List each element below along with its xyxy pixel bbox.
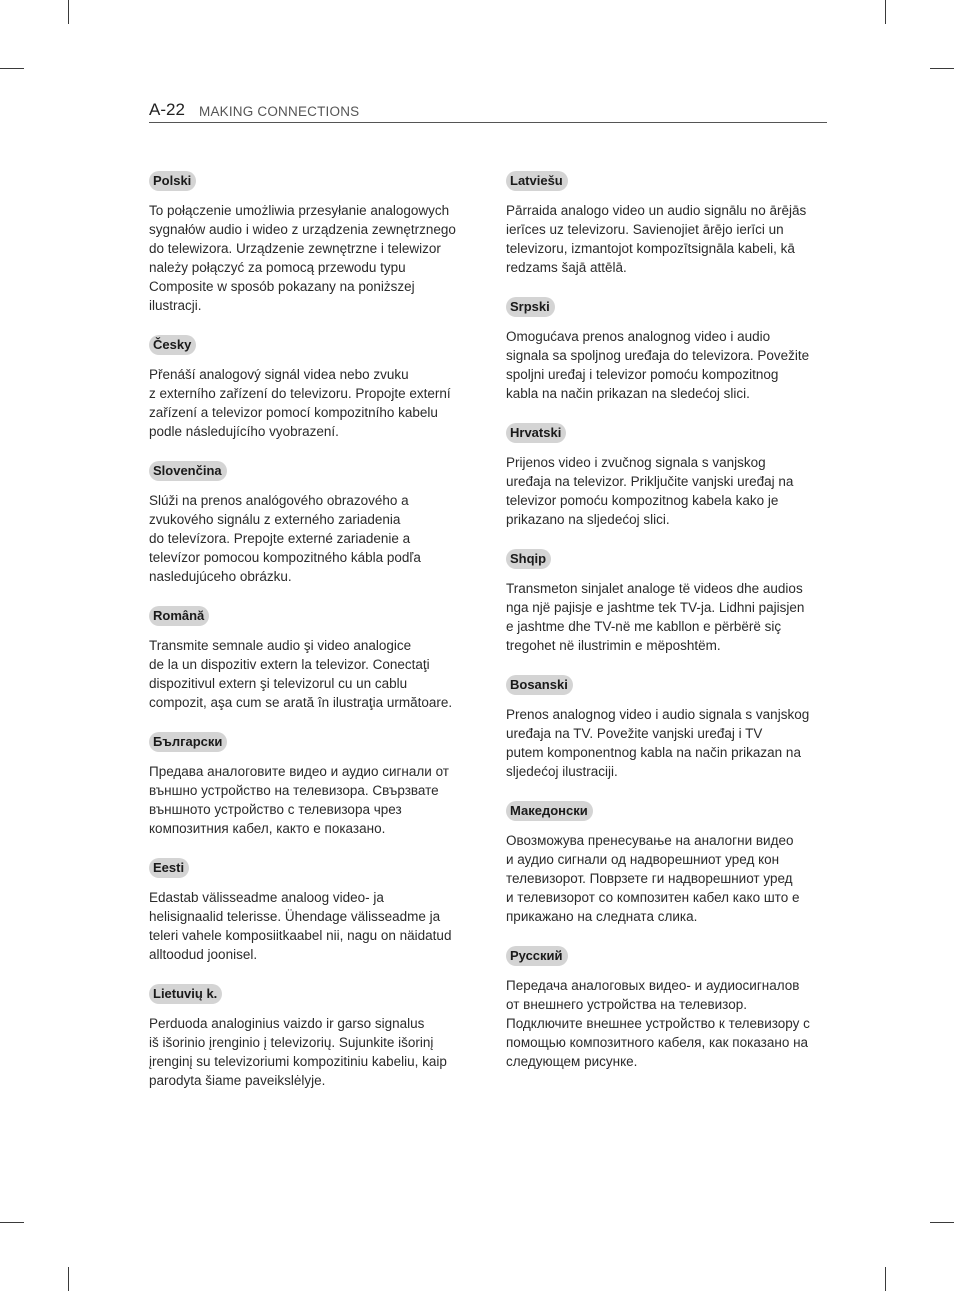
language-section-slovencina: [149, 461, 479, 586]
language-label: Shqip: [506, 549, 551, 569]
language-section-shqip: [506, 549, 831, 655]
section-title: MAKING CONNECTIONS: [199, 104, 360, 119]
language-section-eesti: [149, 858, 479, 964]
crop-mark: [885, 0, 886, 24]
language-section-lietuviu: [149, 984, 479, 1090]
language-text: Овозможува пренесување на аналогни видео и аудио сигнали од надворешниот уред кон телевизорот. Поврзете ги надворешниот уред и телевизорот со композитен кабел како што е прикажано на следната слика.: [506, 833, 800, 924]
language-label: Bosanski: [506, 675, 573, 695]
language-text: Omogućava prenos analognog video i audio signala sa spoljnog uređaja do televizora. Povežite spoljni uređaj i televizor pomoću kompozitnog kabla na način prikazan na sledećoj slici.: [506, 329, 810, 401]
language-label: Polski: [149, 171, 196, 191]
language-text: Přenáší analogový signál videa nebo zvuku z externího zařízení do televizoru. Propojte externí zařízení a televizor pomocí kompozitního kabelu podle následujícího vyobrazení.: [149, 367, 451, 439]
language-text: Prijenos video i zvučnog signala s vanjskog uređaja na televizor. Priključite vanjski uređaj na televizor pomoću kompozitnog kabela kako je prikazano na sljedećoj slici.: [506, 455, 794, 527]
language-label: Hrvatski: [506, 423, 566, 443]
language-text: Prenos analognog video i audio signala s vanjskog uređaja na TV. Povežite vanjski uređaj i TV putem komponentnog kabla na način prikazan na sljedećoj ilustraciji.: [506, 707, 810, 779]
language-label: Latviešu: [506, 171, 568, 191]
language-label: Lietuvių k.: [149, 984, 222, 1004]
language-text: Transmite semnale audio şi video analogice de la un dispozitiv extern la televizor. Conectaţi dispozitivul extern şi televizorul cu un cablu compozit, aşa cum se arată în ilustraţia următoare.: [149, 638, 453, 710]
crop-mark: [68, 1267, 69, 1291]
language-text: Передача аналоговых видео- и аудиосигналов от внешнего устройства на телевизор. Подключите внешнее устройство к телевизору с помощью композитного кабеля, как показано на следующем рисунке.: [506, 978, 810, 1069]
language-label: Български: [149, 732, 227, 752]
language-section-polski: [149, 171, 479, 315]
left-column: [149, 171, 479, 1110]
language-label: Slovenčina: [149, 461, 227, 481]
language-label: Македонски: [506, 801, 593, 821]
crop-mark: [885, 1267, 886, 1291]
language-label: Русский: [506, 946, 568, 966]
language-text: To połączenie umożliwia przesyłanie analogowych sygnałów audio i wideo z urządzenia zewnętrznego do telewizora. Urządzenie zewnętrzne i telewizor należy połączyć za pomocą przewodu typu Composite w sposób pokazany na poniższej ilustracji.: [149, 203, 456, 313]
language-label: Română: [149, 606, 209, 626]
page-number: A-22: [149, 100, 185, 119]
language-text: Slúži na prenos analógového obrazového a zvukového signálu z externého zariadenia do televízora. Prepojte externé zariadenie a televízor pomocou kompozitného kábla podľa nasledujúceho obrázku.: [149, 493, 421, 584]
language-section-bulgarian: [149, 732, 479, 838]
language-label: Srpski: [506, 297, 555, 317]
language-text: Предава аналоговите видео и аудио сигнали от външно устройство на телевизора. Свързвате външното устройство с телевизора чрез композитния кабел, както е показано.: [149, 764, 449, 836]
crop-mark: [0, 68, 24, 69]
crop-mark: [68, 0, 69, 24]
language-label: Eesti: [149, 858, 189, 878]
language-section-makedonski: [506, 801, 831, 926]
crop-mark: [930, 1222, 954, 1223]
language-section-romana: [149, 606, 479, 712]
language-text: Pārraida analogo video un audio signālu no ārējās ierīces uz televizoru. Savienojiet ārējo ierīci un televizoru, izmantojot kompozītsignāla kabeli, kā redzams šajā attēlā.: [506, 203, 807, 275]
language-section-srpski: [506, 297, 831, 403]
language-section-bosanski: [506, 675, 831, 781]
crop-mark: [0, 1222, 24, 1223]
language-text: Transmeton sinjalet analoge të videos dhe audios nga një pajisje e jashtme tek TV-ja. Lidhni pajisjen e jashtme dhe TV-në me kabllon e përbërë siç tregohet në ilustrimin e mëposhtëm.: [506, 581, 805, 653]
language-section-russkiy: [506, 946, 831, 1071]
right-column: [506, 171, 831, 1091]
language-section-latviesu: [506, 171, 831, 277]
page-header: [149, 100, 827, 123]
language-section-cesky: [149, 335, 479, 441]
crop-mark: [930, 68, 954, 69]
language-text: Edastab välisseadme analoog video- ja helisignaalid telerisse. Ühendage välisseadme ja teleri vahele komposiitkaabel nii, nagu on näidatud alltoodud joonisel.: [149, 890, 452, 962]
language-text: Perduoda analoginius vaizdo ir garso signalus iš išorinio įrenginio į televizorių. Sujunkite išorinį įrenginį su televizoriumi kompozitiniu kabeliu, kaip parodyta šiame paveikslėlyje.: [149, 1016, 447, 1088]
language-label: Česky: [149, 335, 196, 355]
language-section-hrvatski: [506, 423, 831, 529]
